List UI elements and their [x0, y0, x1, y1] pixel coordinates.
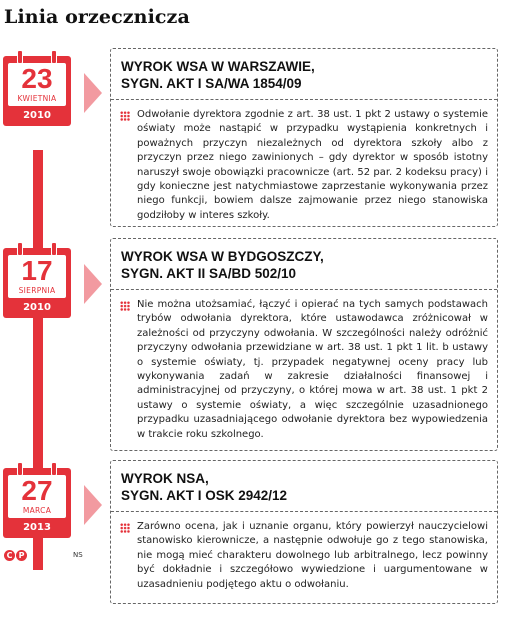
calendar-ring: [51, 462, 57, 476]
ruling-card: [110, 460, 498, 604]
calendar-month: KWIETNIA: [17, 94, 57, 103]
calendar-ring: [51, 50, 57, 64]
ruling-card: [110, 238, 498, 451]
ruling-body: [111, 290, 497, 448]
page-title: Linia orzecznicza: [4, 6, 190, 28]
ruling-body: [111, 512, 497, 598]
calendar-ring: [17, 242, 23, 256]
calendar-day: 27: [21, 475, 53, 506]
grid-bullet-icon: [120, 523, 130, 533]
calendar-year: 2010: [23, 110, 51, 121]
calendar-icon: [3, 56, 71, 126]
calendar-date: [8, 475, 66, 518]
source-credit: NS: [73, 551, 83, 559]
calendar-month: MARCA: [22, 506, 52, 515]
calendar-icon: [3, 468, 71, 538]
calendar-icon: [3, 248, 71, 318]
ruling-body: [111, 100, 497, 229]
grid-bullet-icon: [120, 301, 130, 311]
publisher-logo: [4, 550, 28, 561]
ruling-text: Odwołanie dyrektora zgodnie z art. 38 ust. 1 pkt 2 ustawy o systemie oświaty może nastąpić w przypadku wystąpienia konkretnych i poważnych przyczyn niezależnych od dyrektora szkoły albo z przyczyn przez niego zawinionych – gdy dyrektor w sposób istotny naruszył swoje obowiązki pracownicze (art. 52 par. 2 kodeksu pracy) i gdy konieczne jest natychmiastowe zaprzestanie wykonywania przez niego funkcji, bowiem dalsze zajmowanie przez niego stanowiska godziłoby w interes szkoły.: [137, 109, 488, 221]
ruling-case-number: SYGN. AKT II SA/BD 502/10: [121, 266, 297, 281]
ruling-heading: [111, 461, 497, 512]
calendar-ring: [51, 242, 57, 256]
calendar-year: 2013: [23, 522, 51, 533]
copyright-p-icon: P: [16, 550, 27, 561]
ruling-card: [110, 48, 498, 227]
calendar-month: SIERPNIA: [18, 286, 56, 295]
ruling-court: WYROK WSA W WARSZAWIE,: [121, 59, 315, 74]
ruling-case-number: SYGN. AKT I OSK 2942/12: [121, 488, 288, 503]
calendar-day: 17: [21, 255, 53, 286]
pointer-arrow: [84, 73, 102, 113]
copyright-c-icon: C: [4, 550, 15, 561]
calendar-day: 23: [21, 63, 53, 94]
pointer-arrow: [84, 264, 102, 304]
ruling-heading: [111, 49, 497, 100]
ruling-court: WYROK NSA,: [121, 471, 209, 486]
ruling-court: WYROK WSA W BYDGOSZCZY,: [121, 249, 324, 264]
ruling-text: Nie można utożsamiać, łączyć i opierać na tych samych podstawach trybów odwołania dyrektora, które ustawodawca zróżnicował w zależności od przyczyny odwołania. W szczególności należy odróżnić przyczyny odwołania przewidziane w art. 38 ust. 1 pkt 1 lit. b ustawy o systemie oświaty, tj. przypadek negatywnej oceny pracy lub wykonywania zadań w zakresie działalności finansowej i administracyjnej od przyczyny, o której mowa w art. 38 ust. 1 pkt 2 ustawy o systemie oświaty, a więc szczególnie uzasadnionego przypadku uzasadniającego odwołanie dyrektora bez wypowiedzenia w trakcie roku szkolnego.: [137, 299, 488, 440]
calendar-date: [8, 63, 66, 106]
ruling-heading: [111, 239, 497, 290]
calendar-year: 2010: [23, 302, 51, 313]
calendar-ring: [17, 50, 23, 64]
grid-bullet-icon: [120, 111, 130, 121]
calendar-date: [8, 255, 66, 298]
pointer-arrow: [84, 485, 102, 525]
calendar-ring: [17, 462, 23, 476]
ruling-case-number: SYGN. AKT I SA/WA 1854/09: [121, 76, 302, 91]
ruling-text: Zarówno ocena, jak i uznanie organu, który powierzył nauczycielowi stanowisko kierownicze, a następnie odwołuje go z tego stanowiska, nie mogą mieć charakteru dowolnego lub arbitralnego, lecz powinny być dokładnie i szczegółowo wywiedzione i uargumentowane w uzasadnieniu podjętego aktu o odwołaniu.: [137, 521, 488, 590]
